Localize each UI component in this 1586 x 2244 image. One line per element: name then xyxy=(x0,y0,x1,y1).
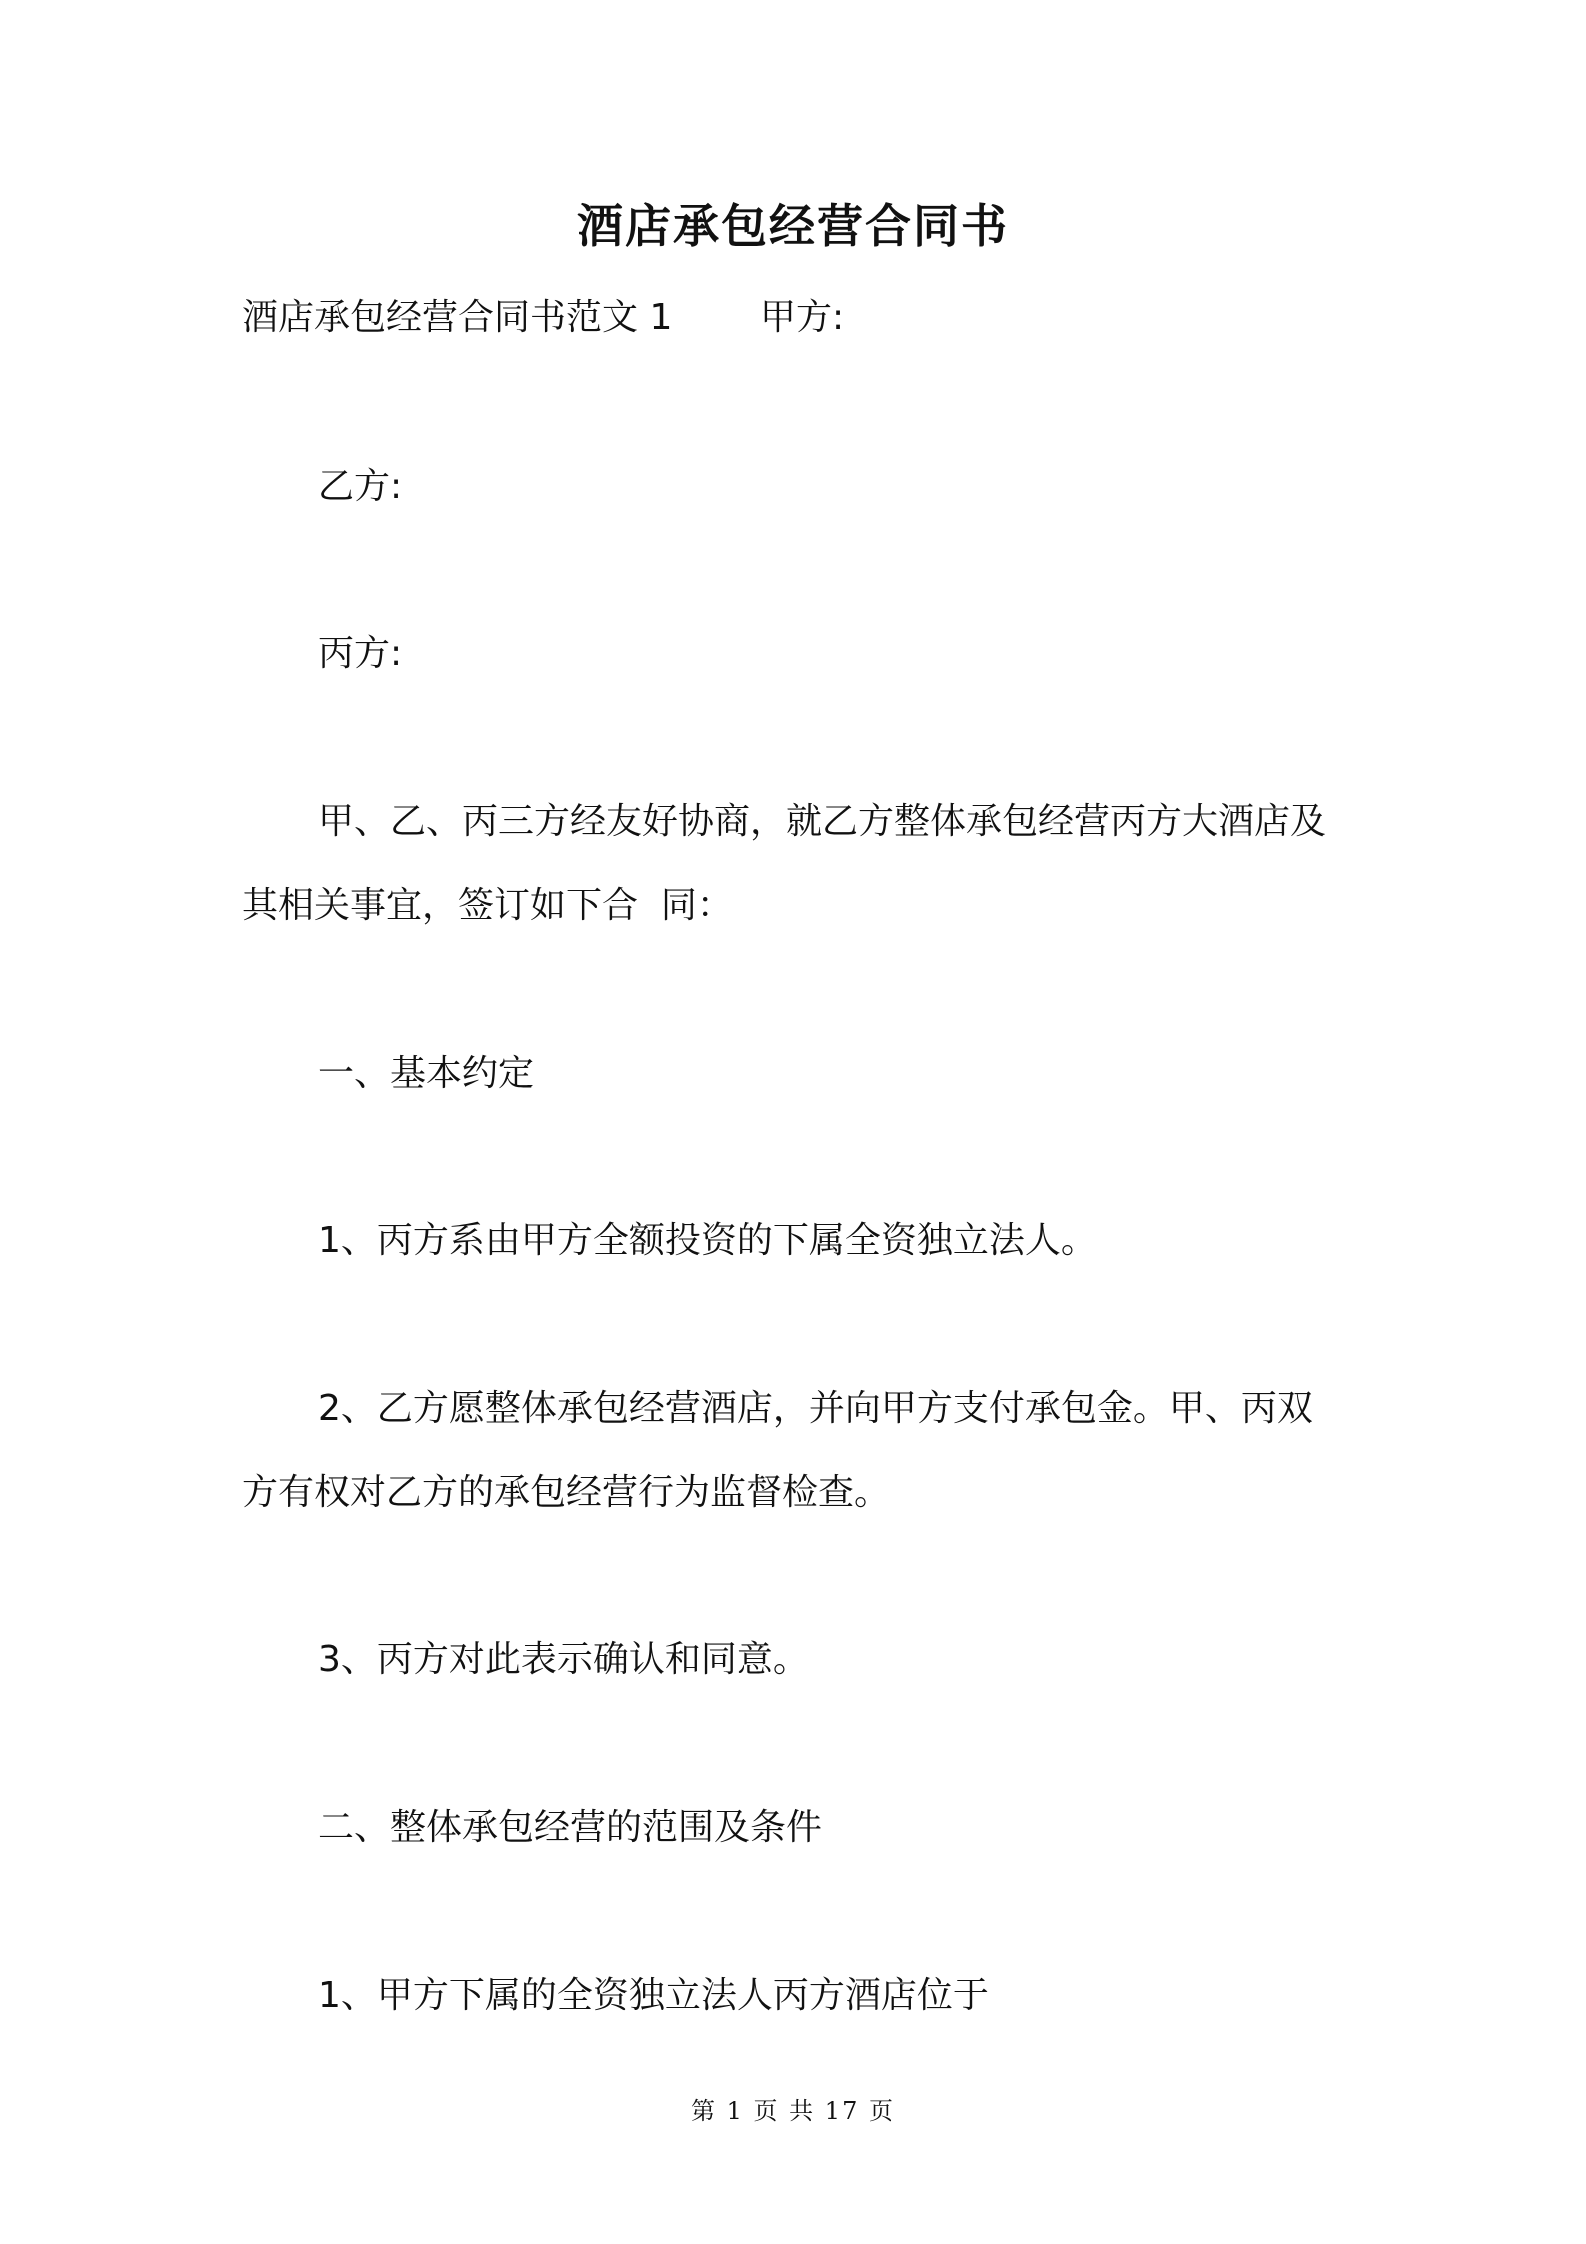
sample-heading: 酒店承包经营合同书范文 1 xyxy=(242,297,673,338)
section-1-item-2-line-2: 方有权对乙方的承包经营行为监督检查。 xyxy=(242,1472,891,1513)
section-2-heading: 二、整体承包经营的范围及条件 xyxy=(318,1807,823,1848)
intro-paragraph-line-2: 其相关事宜，签订如下合 同： xyxy=(242,885,733,926)
section-2-item-1: 1、甲方下属的全资独立法人丙方酒店位于 xyxy=(318,1975,989,2016)
section-1-item-3: 3、丙方对此表示确认和同意。 xyxy=(318,1639,809,1680)
page-number-footer: 第 1 页 共 17 页 xyxy=(691,2097,895,2125)
party-c-label: 丙方: xyxy=(318,633,403,674)
party-a-label: 甲方: xyxy=(760,297,845,338)
section-1-item-1: 1、丙方系由甲方全额投资的下属全资独立法人。 xyxy=(318,1220,1097,1261)
party-b-label: 乙方: xyxy=(318,466,403,507)
intro-paragraph-line-1: 甲、乙、丙三方经友好协商，就乙方整体承包经营丙方大酒店及 xyxy=(318,801,1327,842)
section-1-item-2-line-1: 2、乙方愿整体承包经营酒店，并向甲方支付承包金。甲、丙双 xyxy=(318,1388,1313,1429)
section-1-heading: 一、基本约定 xyxy=(318,1053,535,1094)
document-title: 酒店承包经营合同书 xyxy=(577,199,1009,253)
